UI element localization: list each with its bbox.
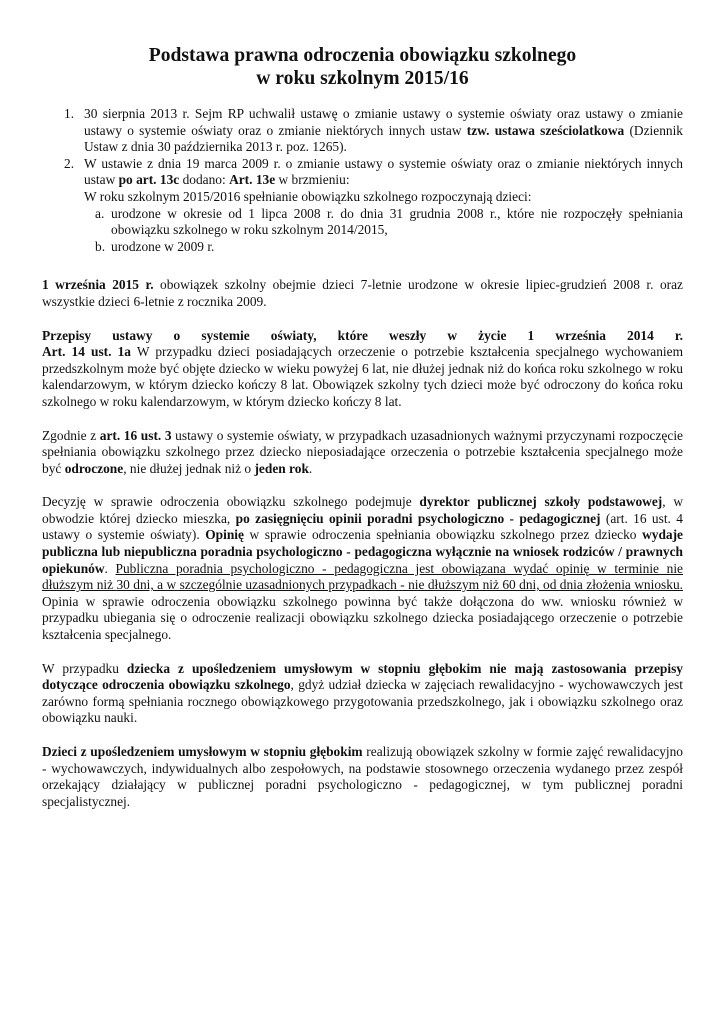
paragraph-text: ustawy o systemie oświaty, w przypadkach uzasadnionych ważnymi przyczynami rozpoczęcie spełniania obowiązku szkolnego przez dziecko nieposiadające orzeczenia o potrzebie kształcenia specjalnego może być xyxy=(42,427,683,476)
paragraph-text: W przypadku xyxy=(42,660,127,676)
paragraph-text: Opinia w sprawie odroczenia obowiązku szkolnego powinna być także dołączona do ww. wniosku również w przypadku ubiegania się o odroczenie realizacji obowiązku szkolnego dziecka posiadającego orzeczenie o potrzebie kształcenia specjalnego. xyxy=(42,593,683,643)
bold-phrase: Art. 14 ust. 1a xyxy=(42,344,131,360)
bold-phrase: po zasięgnięciu opinii poradni psychologiczno - pedagogicznej xyxy=(235,510,601,526)
paragraph-decision xyxy=(42,494,683,643)
sub-list-item xyxy=(84,239,683,256)
list-item-text: w brzmieniu: xyxy=(275,172,350,188)
sub-list xyxy=(84,206,683,256)
page-title xyxy=(42,44,683,90)
paragraph-text: , gdyż udział dziecka w zajęciach rewalidacyjno - wychowawczych jest zarówno formą spełniania rocznego obowiązkowego przygotowania przedszkolnego, jak i obowiązku szkolnego oraz obowiązku nauki. xyxy=(42,677,683,726)
sub-list-letter: b. xyxy=(95,238,106,254)
paragraph-text: realizują obowiązek szkolny w formie zajęć rewalidacyjno - wychowawczych, indywidualnych albo zespołowych, na podstawie stosownego orzeczenia wydanego przez zespół orzekający działający w publicznej poradni psychologiczno - pedagogicznej, w tym publicznej poradni specjalistycznej. xyxy=(42,744,683,809)
sub-list-letter: a. xyxy=(95,205,105,221)
paragraph-text: w sprawie odroczenia spełniania obowiązku szkolnego przez dziecko xyxy=(243,527,643,543)
list-item-number: 2. xyxy=(64,155,75,171)
bold-phrase: Opinię xyxy=(205,527,244,543)
list-item-text: 30 sierpnia 2013 r. Sejm RP uchwalił ustawę o zmianie ustawy o systemie oświaty oraz ustawy o zmianie ustawy o systemie oświaty oraz o zmianie niektórych innych ustaw xyxy=(84,106,683,138)
bold-phrase: jeden rok xyxy=(254,460,309,476)
paragraph-text: W przypadku dzieci posiadających orzeczenie o potrzebie kształcenia specjalnego wychowaniem przedszkolnym może być objęte dziecko w wieku powyżej 6 lat, nie dłużej jednak niż do końca roku szkolnego w roku kalendarzowym, w którym dziecko kończy 8 lat. Obowiązek szkolny tych dzieci może być odroczony do końca roku szkolnego w roku kalendarzowym, w którym dziecko kończy 8 lat. xyxy=(42,344,683,409)
paragraph-regulations-2014 xyxy=(42,328,683,411)
list-item-intro: W roku szkolnym 2015/2016 spełnianie obowiązku szkolnego rozpoczynają dzieci: xyxy=(84,188,532,204)
bold-phrase: Dzieci z upośledzeniem umysłowym w stopniu głębokim xyxy=(42,744,363,759)
list-item-text: W ustawie z dnia 19 marca 2009 r. o zmianie ustawy o systemie oświaty oraz o zmianie niektórych innych ustaw xyxy=(84,155,683,188)
list-item-number: 1. xyxy=(64,106,75,121)
title-line-1: Podstawa prawna odroczenia obowiązku szkolnego xyxy=(148,45,577,66)
paragraph-text: , w obwodzie której dziecko mieszka, xyxy=(42,494,683,526)
list-item-1 xyxy=(42,106,683,156)
underlined-phrase: Publiczna poradnia psychologiczno - pedagogiczna jest obowiązana wydać opinię w terminie nie dłuższym niż 30 dni, a w szczególnie uzasadnionych przypadkach - nie dłuższym niż 60 dni, od dnia złożenia wniosku. xyxy=(42,560,683,593)
paragraph-text: . xyxy=(308,460,313,476)
paragraph-text: (art. 16 ust. 4 ustawy o systemie oświaty). xyxy=(42,510,683,543)
sub-list-item xyxy=(84,206,683,239)
bold-phrase: Art. 13e xyxy=(229,172,276,188)
sub-list-text: urodzone w 2009 r. xyxy=(111,238,215,254)
bold-phrase: tzw. ustawa sześciolatkowa xyxy=(466,122,625,138)
paragraph-text: Zgodnie z xyxy=(42,427,100,443)
bold-phrase: wydaje publiczna lub niepubliczna poradnia psychologiczno - pedagogiczna wyłącznie na wniosek rodziców / prawnych opiekunów xyxy=(42,527,683,576)
bold-phrase: dyrektor publicznej szkoły podstawowej xyxy=(419,494,663,510)
paragraph-text: , nie dłużej jednak niż o xyxy=(123,460,255,476)
bold-phrase: po art. 13c xyxy=(118,172,180,188)
list-item-2 xyxy=(42,156,683,256)
sub-list-text: urodzone w okresie od 1 lipca 2008 r. do dnia 31 grudnia 2008 r., które nie rozpoczęły spełniania obowiązku szkolnego w roku szkolnym 2014/2015, xyxy=(111,205,683,238)
bold-heading: Przepisy ustawy o systemie oświaty, które weszły w życie 1 września 2014 r. xyxy=(42,327,683,343)
paragraph-school-obligation xyxy=(42,277,683,310)
bold-phrase: dziecka z upośledzeniem umysłowym w stopniu głębokim nie mają zastosowania przepisy dotyczące odroczenia obowiązku szkolnego xyxy=(42,660,683,693)
paragraph-deep-disability xyxy=(42,661,683,727)
paragraph-text: Decyzję w sprawie odroczenia obowiązku szkolnego podejmuje xyxy=(42,494,420,510)
list-item-text: (Dziennik Ustaw z dnia 30 października 2013 r. poz. 1265). xyxy=(84,122,684,155)
bold-phrase: odroczone xyxy=(64,460,124,476)
title-line-2: w roku szkolnym 2015/16 xyxy=(256,68,469,89)
paragraph-text: obowiązek szkolny obejmie dzieci 7-letnie urodzone w okresie lipiec-grudzień 2008 r. oraz wszystkie dzieci 6-letnie z rocznika 2009. xyxy=(42,277,684,309)
bold-phrase: art. 16 ust. 3 xyxy=(99,427,172,443)
legal-basis-list xyxy=(42,106,683,255)
paragraph-art-16 xyxy=(42,428,683,478)
list-item-text: dodano: xyxy=(179,172,230,188)
bold-phrase: 1 września 2015 r. xyxy=(42,277,154,293)
paragraph-text: . xyxy=(104,560,116,576)
paragraph-rehabilitation-classes xyxy=(42,744,683,810)
